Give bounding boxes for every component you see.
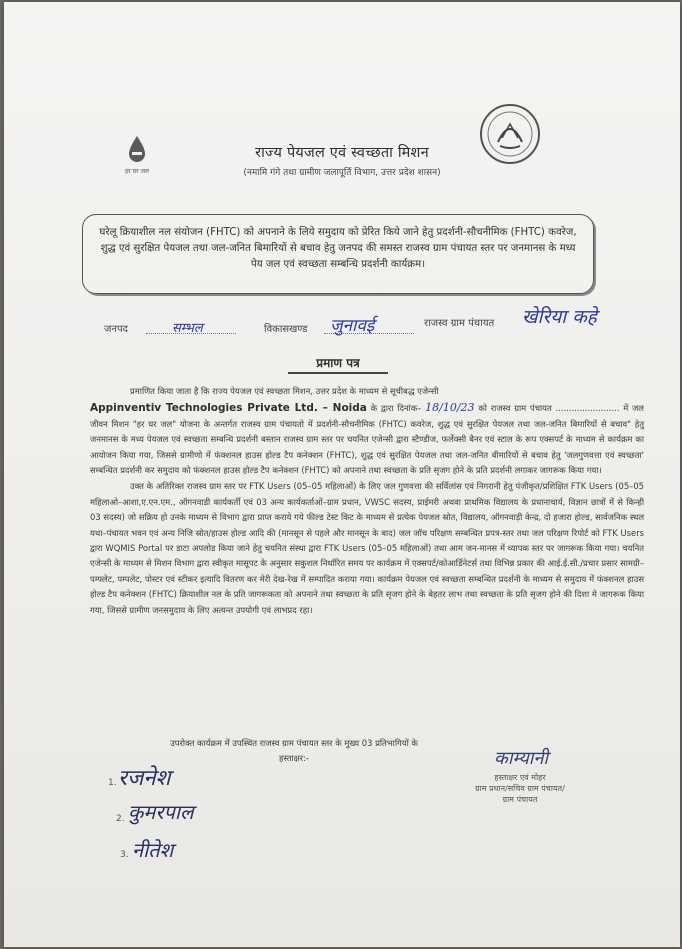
participant-signature-2: कुमरपाल — [128, 800, 194, 824]
block-value: जुनावई — [330, 316, 375, 336]
officer-line3: ग्राम पंचायत — [502, 795, 538, 804]
header-subtitle: (नमामि गंगे तथा ग्रामीण जलापूर्ति विभाग, उत्तर प्रदेश शासन) — [243, 168, 441, 178]
sig-number-1: 1. — [108, 778, 117, 788]
certificate-page — [4, 2, 680, 947]
body-p2: उक्त के अतिरिक्त राजस्व ग्राम स्तर पर FTK Users (05–05 महिलाओं) के लिए जल गुणवत्ता की सर्विलांस एवं निगरानी हेतु पंजीकृत/प्रशिक्षित FTK Users (05–05 महिलाओ–आशा,ए.एन.एम., ऑगनवाडी कार्यकर्ती एवं 03 अन्य कार्यकर्ताओं–ग्राम प्रधान, VWSC सदस्य, प्राईमरी अथवा प्राथमिक विद्यालय के प्रधानाचार्य, विज्ञान छात्रों में से किन्ही 03 सदस्य) जो सक्रिय हो उनके माध्यम से विभाग द्वारा प्राप्त कराये गये फील्ड टेस्ट किट के माध्यम से प्रत्येक पेयजल स्रोत, विद्यालय, ऑगनवाड़ी केन्द्र, दो हजारा होल्ड, सार्वजनिक स्थल यथा–पंचायत भवन एवं अन्य निजि स्रोत/हाउस होल्ड आदि की (मानसून से पहले और मानसून के बाद) जल जॉच परिक्षण सम्बन्धित प्रपत्र-स्तर तथा जल परिक्षण रिपोर्ट को FTK Users द्वारा WQMIS Portal पर डाटा अपलोड किया जाने हेतु चयनित संस्था द्वारा FTK Users (05–05 महिलाओं) तथा आम जन-मानस में व्यापक स्तर पर जागरूक किया गया। चयनित एजेन्सी के माध्यम से मिशन विभाग द्वारा स्वीकृत मासूपट के अनुसार सकुशल निर्धारित समय पर कार्यक्रम में एक्सपर्ट/कोआर्डिनेटर्स तथा विभिन्न प्रकार की आई.ई.सी./प्रचार प्रसार सामग्री–पम्फ्लेट, पम्पलेट, पोस्टर एवं स्टीकर इत्यादि वितरण कर मेरी देख-रेख में सम्पादित कराया गया। कार्यक्रम पेयजल एवं स्वच्छता सम्बन्धित प्रदर्शनी के माध्यम से समुदाय में फंक्शनल हाउस होल्ड टैप कनेक्शन (FHTC) क्रियाशील नल के प्रति जागरूकता को अपनाने तथा स्वच्छता के प्रति सृजग होने के बेहतर लाभ तथा स्वच्छता के प्रति सृजग होने की दिशा मे जागरूक किया गया, जिससे ग्रामीण जनसमुदाय के लिए अत्यन्त उपयोगी एवं लाभप्रद रहा। — [90, 481, 645, 615]
certificate-title: प्रमाण पत्र — [288, 354, 388, 374]
body-p1-rest: को राजस्व ग्राम पंचायत ........................ में जल जीवन मिशन "हर घर जल" योजना के अन्तर्गत राजस्व ग्राम पंचायतो में प्रदर्शनी-सौचनीमिक (FHTC) कवरेज, शुद्ध एवं सुरक्षित पेयजल तथा जल-जनित बिमारियों से बचाव" हेतु जनमानस के मध्य पेयजल एवं स्वच्छता सम्बन्धि प्रदर्शनी बस्तान राजस्व ग्राम स्तर पर चयनित एजेन्सी द्वारा स्टैण्डीज, फर्लेक्सी बैनर एवं स्टाल के रूप एक्सपर्ट के माध्यम से कार्यक्रम का आयोजन किया गया, जिससे ग्रामीणो में फंक्शनल हाउस होल्ड टैप कनेक्शन (FHTC), शुद्ध एवं सुरक्षित पेयजल तथा जल-जनित बीमारियों से बचाव हेतु 'जलगुणवत्ता एवं स्वच्छता' सम्बन्धित प्रदर्शनी कर समुदाय को फंक्शनल हाउस होल्ड टैप कनेक्शन (FHTC) को अपनाने तथा स्वच्छता के प्रति सृजग होने के प्रति प्रदर्शनी लगाकर जागरूक किया गया। — [90, 403, 644, 476]
sig-number-2: 2. — [116, 814, 125, 824]
district-label: जनपद — [104, 324, 128, 335]
officer-line2: ग्राम प्रधान/सचिव ग्राम पंचायत/ — [475, 784, 565, 793]
panchayat-label: राजस्व ग्राम पंचायत — [424, 318, 495, 329]
body-p1-start: प्रमाणित किया जाता है कि राज्य पेयजल एवं स्वच्छता मिशन, उत्तर प्रदेश के माध्यम से सूचीबद्ध एजेन्सी — [130, 386, 439, 396]
closing-line2: हस्ताक्षर:- — [279, 753, 309, 763]
certificate-body — [90, 384, 644, 619]
date-value: 18/10/23 — [425, 401, 475, 415]
date-prefix: के द्वारा दिनांक– — [370, 403, 422, 414]
header-title: राज्य पेयजल एवं स्वच्छता मिशन — [255, 145, 429, 161]
panchayat-value: खेरिया कहे — [522, 306, 597, 328]
left-logo-caption: हर घर जल — [125, 168, 149, 175]
officer-line1: हस्ताक्षर एवं मोहर — [494, 773, 546, 782]
district-value: सम्भल — [172, 321, 203, 336]
closing-line1: उपरोक्त कार्यक्रम में उपस्थित राजस्व ग्राम पंचायत स्तर के मुख्य 03 प्रतिभागियों के — [170, 738, 418, 748]
participant-signature-3: नीतेश — [132, 838, 174, 862]
topic-box: घरेलू क्रियाशील नल संयोजन (FHTC) को अपनाने के लिये समुदाय को प्रेरित किये जाने हेतु प्रदर्शनी-सौचनीमिक (FHTC) कवरेज, शुद्ध एवं सुरक्षित पेयजल तथा जल-जनित बिमारियों से बचाव हेतु जनपद की समस्त राजस्व ग्राम पंचायत स्तर पर जनमानस के मध्य पेय जल एवं स्वच्छता सम्बन्धि प्रदर्शनी कार्यक्रम। — [82, 214, 594, 294]
agency-name: Appinventiv Technologies Private Ltd. – Noida — [90, 402, 367, 415]
block-label: विकासखण्ड — [264, 324, 308, 335]
meta-row — [104, 306, 644, 345]
officer-block — [430, 750, 610, 805]
participant-signature-1: रजनेश — [118, 766, 171, 791]
officer-signature: काम्यानी — [494, 748, 549, 769]
sig-number-3: 3. — [120, 850, 129, 860]
